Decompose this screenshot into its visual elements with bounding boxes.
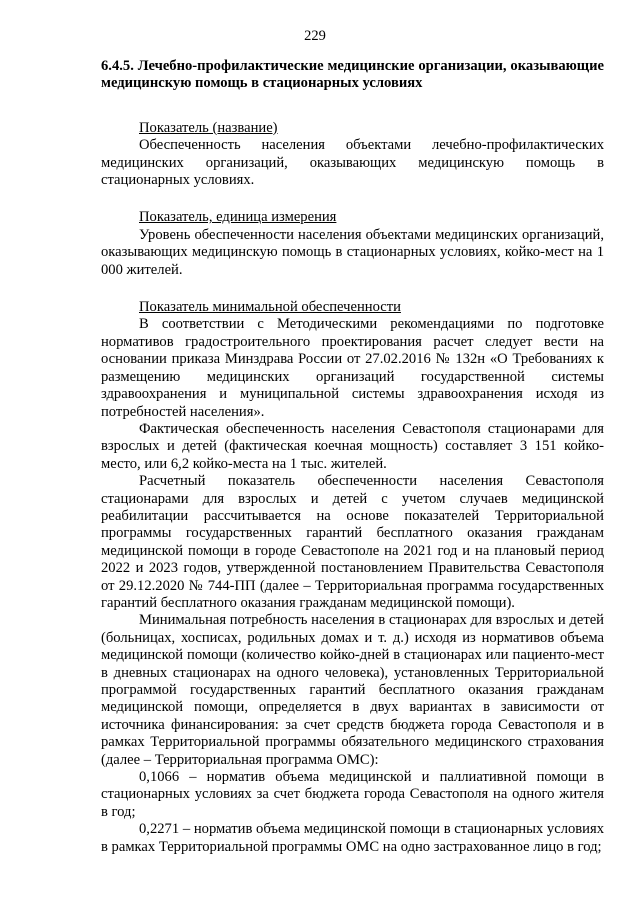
section-minimal-provision <box>101 299 604 856</box>
document-body <box>101 58 604 856</box>
section-label: Показатель (название) <box>139 119 278 136</box>
section-label: Показатель, единица измерения <box>139 209 337 226</box>
section-indicator-unit <box>101 209 604 279</box>
paragraph: Минимальная потребность населения в стационарах для взрослых и детей (больницах, хосписах, родильных домах и т. д.) исходя из нормативов объема медицинской помощи (количество койко-дней в стационарах или пациенто-мест в дневных стационарах на одного человека), установленных Территориальной программой государственных гарантий бесплатного оказания гражданам медицинской помощи, определяется в двух вариантах в зависимости от источника финансирования: за счет средств бюджета города Севастополя и в рамках Территориальной программы обязательного медицинского страхования (далее – Территориальная программа ОМС): <box>101 612 604 768</box>
section-heading: 6.4.5. Лечебно-профилактические медицинские организации, оказывающие медицинскую помощь в стационарных условиях <box>101 58 604 92</box>
paragraph: Обеспеченность населения объектами лечебно-профилактических медицинских организаций, оказывающих медицинскую помощь в стационарных условиях. <box>101 137 604 189</box>
paragraph: 0,2271 – норматив объема медицинской помощи в стационарных условиях в рамках Территориальной программы ОМС на одно застрахованное лицо в год; <box>101 821 604 855</box>
paragraph: Расчетный показатель обеспеченности населения Севастополя стационарами для взрослых и детей с учетом случаев медицинской реабилитации рассчитывается на основе показателей Территориальной программы государственных гарантий бесплатного оказания гражданам медицинской помощи в городе Севастополе на 2021 год и на плановый период 2022 и 2023 годов, утвержденной постановлением Правительства Севастополя от 29.12.2020 № 744-ПП (далее – Территориальная программа государственных гарантий бесплатного оказания гражданам медицинской помощи). <box>101 473 604 611</box>
section-indicator-name <box>101 120 604 190</box>
paragraph: В соответствии с Методическими рекомендациями по подготовке нормативов градостроительного проектирования расчет следует вести на основании приказа Минздрава России от 27.02.2016 № 132н «О Требованиях к размещению медицинских организаций государственной системы здравоохранения и муниципальной системы здравоохранения исходя из потребностей населения». <box>101 316 604 420</box>
section-label: Показатель минимальной обеспеченности <box>139 299 401 316</box>
paragraph: Фактическая обеспеченность населения Севастополя стационарами для взрослых и детей (фактическая коечная мощность) составляет 3 151 койко-место, или 6,2 койко-места на 1 тыс. жителей. <box>101 420 604 472</box>
page-number: 229 <box>304 28 326 44</box>
paragraph: 0,1066 – норматив объема медицинской и паллиативной помощи в стационарных условиях за счет бюджета города Севастополя на одного жителя в год; <box>101 769 604 820</box>
paragraph: Уровень обеспеченности населения объектами медицинских организаций, оказывающих медицинскую помощь в стационарных условиях, койко-мест на 1 000 жителей. <box>101 226 604 278</box>
